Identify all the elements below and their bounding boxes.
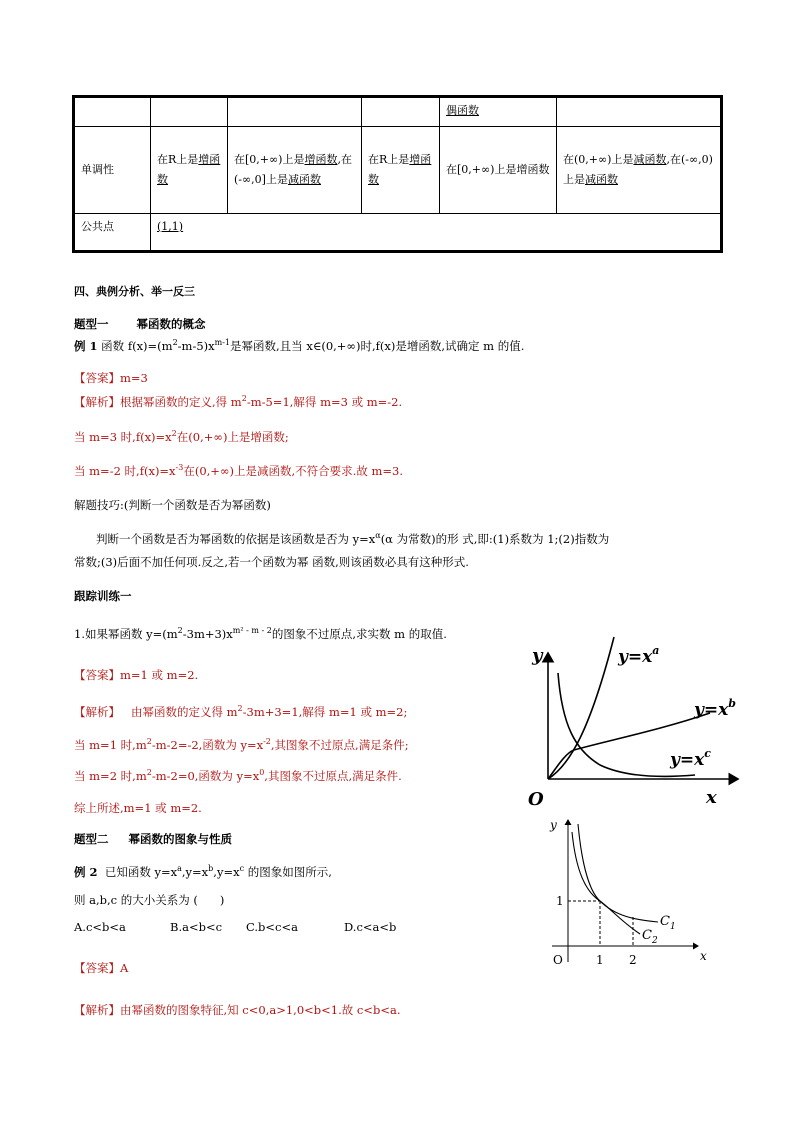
table-row xyxy=(74,127,722,214)
text: 判断一个函数是否为幂函数的依据是该函数是否为 y=x xyxy=(96,532,376,546)
text: 的图象如图所示, xyxy=(244,865,332,879)
properties-table xyxy=(72,95,723,253)
type-label: 题型二 xyxy=(74,832,109,846)
row-label-monotonicity: 单调性 xyxy=(74,127,151,214)
power-function-graph-2 xyxy=(540,812,720,972)
superscript: m² - m - 2 xyxy=(232,626,272,636)
text: 当 m=1 时,m xyxy=(74,738,147,752)
cell-text: ,在(-∞,0)上是 xyxy=(563,153,713,186)
training-heading: 跟踪训练一 xyxy=(74,589,132,603)
label-sub: 2 xyxy=(651,936,658,946)
cell-text: 在(0,+∞)上是 xyxy=(563,153,634,166)
superscript: c xyxy=(239,864,245,874)
text: 已知函数 y=x xyxy=(97,865,178,879)
text: 函数 f(x)=(m xyxy=(101,339,173,353)
table-cell xyxy=(74,97,151,127)
superscript: -2 xyxy=(263,737,271,747)
example-label: 例 1 xyxy=(74,339,98,353)
cell-underlined: 增函数 xyxy=(368,153,432,186)
text: (α 为常数)的形 式,即:(1)系数为 1;(2)指数为 xyxy=(380,532,610,546)
cell-text: 在[0,+∞)上是 xyxy=(446,163,517,176)
q1-answer xyxy=(74,667,198,683)
text: ,y=x xyxy=(213,865,240,879)
x-label: x xyxy=(706,787,717,808)
text: 根据幂函数的定义,得 m xyxy=(120,395,242,409)
y-label: y xyxy=(550,818,557,832)
label-sup: a xyxy=(652,644,660,657)
text: 在(0,+∞)上是增函数; xyxy=(176,430,289,444)
example2-option-d: D.c<a<b xyxy=(344,920,397,934)
superscript: a xyxy=(177,864,182,874)
example1-question xyxy=(74,338,524,354)
example2-option-c: C.b<c<a xyxy=(246,920,298,934)
example1-analysis: 【解析】根据幂函数的定义,得 $m^2-m-5=1$,解得 m=3 或 m=-2. xyxy=(74,394,403,409)
x-label: x xyxy=(700,949,707,963)
curve-a-label xyxy=(617,644,659,667)
label-sup: c xyxy=(704,747,711,760)
table-cell xyxy=(151,97,228,127)
superscript: -3 xyxy=(175,463,184,473)
example2-answer xyxy=(74,960,128,976)
example1-line3 xyxy=(74,429,289,445)
text: 是幂函数,且当 x∈(0,+∞)时,f(x)是增函数,试确定 m 的值. xyxy=(230,339,525,353)
text: 1.如果幂函数 y=(m xyxy=(74,627,178,641)
tip-body-line2: 常数;(3)后面不加任何项.反之,若一个函数为幂 函数,则该函数必具有这种形式. xyxy=(74,555,469,569)
q1-line3: 当 m=1 时$,m^2-m-2=-2$,函数为 $y=x^{-2}$,其图象不过原点,满足条件; xyxy=(74,737,409,752)
answer-tag: 【答案】 xyxy=(74,961,120,975)
cell-underlined: 减函数 xyxy=(585,173,618,186)
answer-tag: 【答案】 xyxy=(74,371,120,385)
type1-heading xyxy=(74,316,206,332)
answer-value: m=3 xyxy=(120,371,148,385)
table-cell xyxy=(440,127,557,214)
text: -3m+3)x xyxy=(182,627,233,641)
text: 当 m=2 时,m xyxy=(74,769,147,783)
tick-x2: 2 xyxy=(629,953,637,967)
type-label: 题型一 xyxy=(74,317,109,331)
table-cell xyxy=(228,127,362,214)
table-cell xyxy=(228,97,362,127)
c2-label xyxy=(642,928,658,946)
text: ,y=x xyxy=(181,865,209,879)
c1-label xyxy=(660,914,676,932)
label-sub: 1 xyxy=(669,922,676,932)
text: 当 m=3 时,f(x)=x xyxy=(74,430,172,444)
example2-line2: 则 a,b,c 的大小关系为 ( ) xyxy=(74,893,225,907)
answer-value: m=1 或 m=2. xyxy=(120,668,199,682)
tick-y1: 1 xyxy=(556,894,564,908)
example-label: 例 2 xyxy=(74,865,98,879)
label-text: C xyxy=(660,914,670,929)
row-label-common-point: 公共点 xyxy=(74,214,151,252)
type2-heading xyxy=(74,831,232,847)
text: 的图象不过原点,求实数 m 的取值. xyxy=(271,627,447,641)
table-cell xyxy=(151,127,228,214)
table-row xyxy=(74,97,722,127)
table-cell xyxy=(557,97,722,127)
superscript: 0 xyxy=(259,768,265,778)
curve-c2 xyxy=(572,832,640,934)
type-title: 幂函数的概念 xyxy=(136,317,206,331)
text: 由幂函数的定义得 m xyxy=(120,705,238,719)
cell-text: 在R上是 xyxy=(368,153,410,166)
q1-analysis: 【解析】 由幂函数的定义得 $m^2-3m+3=1$,解得 m=1 或 m=2; xyxy=(74,704,408,719)
cell-underlined: 增函数 xyxy=(304,153,338,166)
text: -m-2=-2,函数为 y=x xyxy=(151,738,264,752)
label-sup: b xyxy=(728,697,736,710)
origin-label: O xyxy=(528,789,544,810)
text: -m-2=0,函数为 y=x xyxy=(151,769,260,783)
answer-value: A xyxy=(120,961,129,975)
table-cell xyxy=(151,214,722,252)
table-row xyxy=(74,214,722,252)
analysis-tag: 【解析】 xyxy=(74,1003,120,1017)
analysis-tag: 【解析】 xyxy=(74,395,120,409)
text: 在(0,+∞)上是减函数,不符合要求.故 m=3. xyxy=(183,464,403,478)
tip-body-line1 xyxy=(96,531,609,547)
table-cell xyxy=(557,127,722,214)
cell-text: 在R上是 xyxy=(157,153,199,166)
example2-option-a: A.c<b<a xyxy=(74,920,126,934)
tip-title: 解题技巧:(判断一个函数是否为幂函数) xyxy=(74,498,271,512)
superscript: 2 xyxy=(172,338,178,348)
text: 由幂函数的图象特征,知 c<0,a>1,0<b<1.故 c<b<a. xyxy=(120,1003,401,1017)
y-label: y xyxy=(532,645,543,666)
superscript: 2 xyxy=(177,626,183,636)
table-cell xyxy=(362,97,440,127)
text: ,其图象不过原点,满足条件; xyxy=(270,738,409,752)
curve-b-label xyxy=(693,697,736,720)
type-title: 幂函数的图象与性质 xyxy=(128,832,232,846)
section-heading: 四、典例分析、举一反三 xyxy=(74,285,195,298)
common-point-value: (1,1) xyxy=(157,220,184,233)
table-cell xyxy=(362,127,440,214)
text: ,其图象不过原点,满足条件. xyxy=(264,769,402,783)
example1-line4 xyxy=(74,463,403,479)
example2-question xyxy=(74,864,332,880)
text: -m-5)x xyxy=(177,339,215,353)
origin-label: O xyxy=(553,953,563,967)
cell-text: ,在(-∞,0]上是 xyxy=(234,153,352,186)
text: 当 m=-2 时,f(x)=x xyxy=(74,464,176,478)
q1-line4: 当 m=2 时$,m^2-m-2=0$,函数为 $y=x^0$,其图象不过原点,满足条件. xyxy=(74,768,402,783)
curve-c-label xyxy=(669,747,711,770)
q1-conclusion: 综上所述,m=1 或 m=2. xyxy=(74,801,202,815)
label-text: y=x xyxy=(670,750,705,770)
superscript: m-1 xyxy=(214,338,231,348)
text: -3m+3=1,解得 m=1 或 m=2; xyxy=(242,705,408,719)
table-cell: 偶函数 xyxy=(440,97,557,127)
training-q1 xyxy=(74,626,447,642)
analysis-tag: 【解析】 xyxy=(74,705,120,719)
superscript: 2 xyxy=(171,429,177,439)
label-text: y=x xyxy=(618,647,653,667)
tick-x1: 1 xyxy=(596,953,604,967)
answer-tag: 【答案】 xyxy=(74,668,120,682)
curve-c1 xyxy=(578,824,658,922)
label-text: y=x xyxy=(694,700,729,720)
cell-text: 增函数 xyxy=(516,163,550,176)
cell-text: 在[0,+∞)上是 xyxy=(234,153,305,166)
cell-underlined: 减函数 xyxy=(287,173,321,186)
label-text: C xyxy=(642,928,652,943)
example2-option-b: B.a<b<c xyxy=(170,920,223,934)
power-function-graph-1 xyxy=(510,635,750,815)
cell-underlined: 增函数 xyxy=(157,153,221,186)
cell-underlined: 减函数 xyxy=(633,153,667,166)
text: -m-5=1,解得 m=3 或 m=-2. xyxy=(246,395,403,409)
example2-analysis xyxy=(74,1002,401,1018)
example1-answer xyxy=(74,370,148,386)
superscript: b xyxy=(208,864,214,874)
curve-a xyxy=(548,637,614,779)
superscript: α xyxy=(375,531,381,541)
